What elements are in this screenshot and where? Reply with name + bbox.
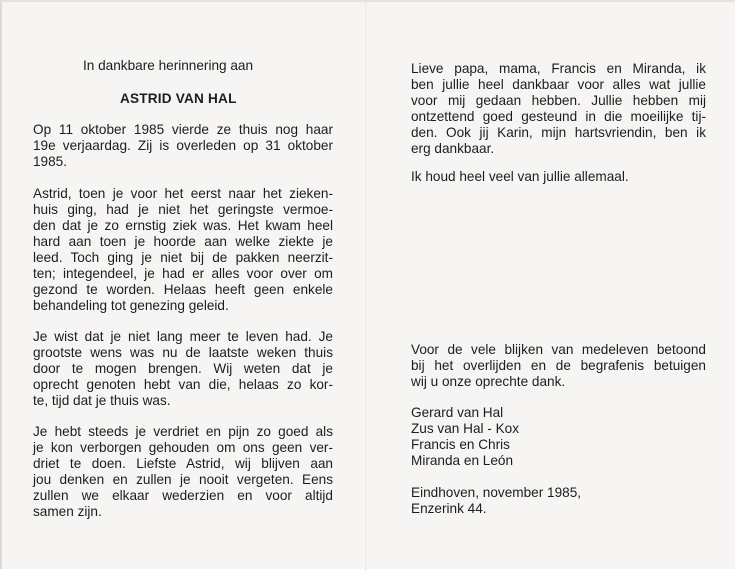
message-line: ontzettend goed gesteund in die moeilijke tij- — [411, 109, 706, 124]
left-page — [2, 2, 364, 571]
deceased-name: ASTRID VAN HAL — [120, 91, 237, 106]
paragraph-line: Je hebt steeds je verdriet en pijn zo goed als — [33, 424, 333, 439]
paragraph-line: te, tijd dat je thuis was. — [33, 393, 171, 408]
message-line: den. Ook jij Karin, mijn hartsvriendin, ben ik — [411, 125, 706, 140]
message-line: Lieve papa, mama, Francis en Miranda, ik — [411, 61, 706, 76]
place-date: Eindhoven, november 1985, — [411, 485, 582, 500]
family-member: Gerard van Hal — [411, 405, 504, 420]
paragraph-line: samen zijn. — [33, 504, 102, 519]
paragraph-line: je kon verborgen gehouden om ons geen ver- — [33, 440, 333, 455]
paragraph-line: door te mogen brengen. Wij weten dat je — [33, 361, 333, 376]
paragraph-line: Je wist dat je niet lang meer te leven had. Je — [33, 329, 333, 344]
paragraph-line: Astrid, toen je voor het eerst naar het zieken- — [33, 186, 333, 201]
paragraph-line: grootste wens was nu de laatste weken thuis — [33, 345, 333, 360]
street-address: Enzerink 44. — [411, 501, 487, 516]
paragraph-line: driet te doen. Liefste Astrid, wij blijven aan — [33, 456, 333, 471]
paragraph-line: hard aan toen je hoorde aan welke ziekte je — [33, 234, 333, 249]
paragraph-line: ten; integendeel, je had er alles voor over om — [33, 266, 333, 281]
paragraph-line: Op 11 oktober 1985 vierde ze thuis nog haar — [33, 122, 333, 137]
intro-text: In dankbare herinnering aan — [83, 58, 254, 73]
paragraph-line: den dat je zo ernstig ziek was. Het kwam heel — [33, 218, 333, 233]
family-member: Zus van Hal - Kox — [411, 421, 520, 436]
message-line: voor mij gedaan hebben. Jullie hebben mij — [411, 93, 706, 108]
thanks-line: Voor de vele blijken van medeleven betoond — [411, 342, 706, 357]
closing-line: Ik houd heel veel van jullie allemaal. — [411, 169, 629, 184]
family-member: Francis en Chris — [411, 437, 510, 452]
paragraph-line: leed. Toch ging je niet bij de pakken neerzit- — [33, 250, 333, 265]
paragraph-line: 1985. — [33, 154, 68, 169]
paragraph-line: zullen we elkaar wederzien en voor altijd — [33, 488, 333, 503]
thanks-line: bij het overlijden en de begrafenis betuigen — [411, 358, 706, 373]
paragraph-line: huis ging, had je niet het geringste vermoe- — [33, 202, 333, 217]
right-page — [366, 2, 735, 571]
message-line: ben jullie heel dankbaar voor alles wat jullie — [411, 77, 706, 92]
paragraph-line: oprecht genoten hebt van die, helaas zo kor- — [33, 377, 333, 392]
thanks-line: wij u onze oprechte dank. — [411, 374, 566, 389]
family-member: Miranda en León — [411, 453, 514, 468]
paragraph-line: behandeling tot genezing geleid. — [33, 298, 229, 313]
paragraph-line: jou denken en zullen je nooit vergeten. Eens — [33, 472, 333, 487]
paragraph-line: gezond te worden. Helaas heeft geen enkele — [33, 282, 333, 297]
message-line: erg dankbaar. — [411, 141, 495, 156]
paragraph-line: 19e verjaardag. Zij is overleden op 31 oktober — [33, 138, 333, 153]
